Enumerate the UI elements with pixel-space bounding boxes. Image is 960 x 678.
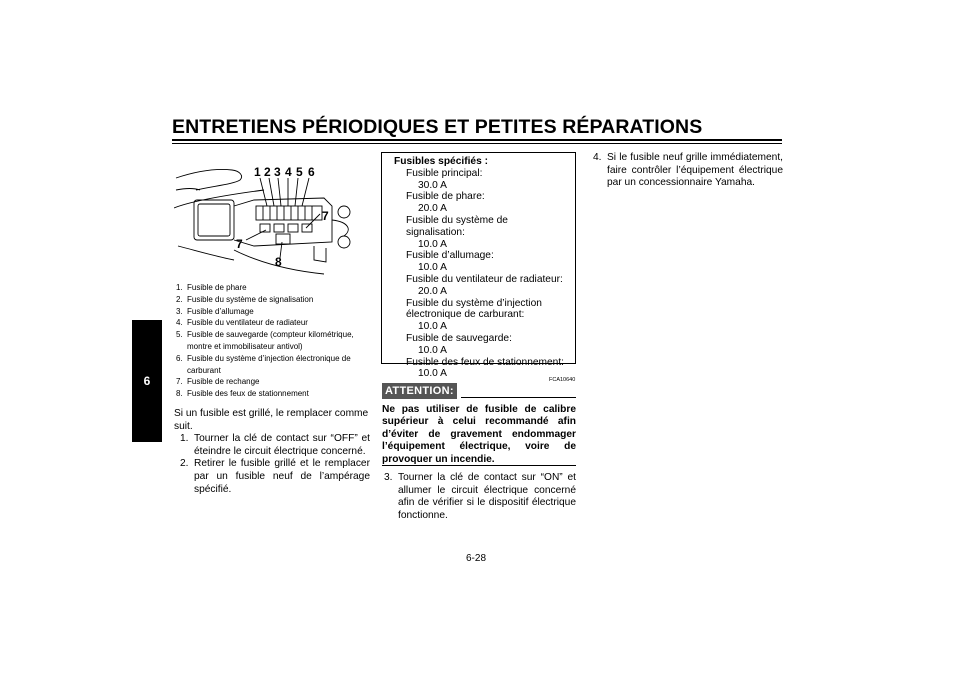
callout-8: 8 xyxy=(275,255,282,269)
legend-item: 6. Fusible du système d’injection électronique de carburant xyxy=(176,353,351,375)
callout-7-left: 7 xyxy=(236,237,243,251)
fuse-box-diagram xyxy=(174,150,364,280)
spec-value: 20.0 A xyxy=(418,203,447,215)
step-3-block xyxy=(384,472,576,522)
spec-value: 30.0 A xyxy=(418,179,447,191)
legend-item: 3. Fusible d’allumage xyxy=(176,306,254,316)
spec-value: 10.0 A xyxy=(418,262,447,274)
attention-underline xyxy=(382,465,576,466)
steps-left xyxy=(180,433,370,496)
legend-item: 8. Fusible des feux de stationnement xyxy=(176,389,309,399)
intro-text: Si un fusible est grillé, le remplacer comme suit. xyxy=(174,408,369,432)
spec-heading: Fusibles spécifiés : xyxy=(394,156,488,167)
step-item: 1. Tourner la clé de contact sur “OFF” et éteindre le circuit électrique concerné. xyxy=(180,433,370,457)
spec-value: 10.0 A xyxy=(418,238,447,250)
intro-block xyxy=(174,408,370,496)
legend-item: 7. Fusible de rechange xyxy=(176,377,260,387)
legend-item: 2. Fusible du système de signalisation xyxy=(176,294,314,304)
spec-label: Fusible de sauvegarde: xyxy=(406,332,512,344)
callout-7-right: 7 xyxy=(322,209,329,223)
legend-item: 5. Fusible de sauvegarde (compteur kilométrique, montre et immobilisateur antivol) xyxy=(176,330,354,351)
callout-6: 6 xyxy=(308,165,315,179)
callout-3: 3 xyxy=(274,165,281,179)
spec-value: 20.0 A xyxy=(418,285,447,297)
step-item: 4. Si le fusible neuf grille immédiatement, faire contrôler l’équipement électrique par un concessionnaire Yamaha. xyxy=(593,152,783,189)
title-rule xyxy=(172,139,782,141)
diagram-legend xyxy=(176,282,376,400)
attention-label: ATTENTION: xyxy=(382,383,457,399)
spec-label: Fusible du système d’injection électronique de carburant: xyxy=(406,297,542,321)
spec-label: Fusible des feux de stationnement: xyxy=(406,356,565,368)
legend-item: 4. Fusible du ventilateur de radiateur xyxy=(176,318,308,328)
legend-item: 1. Fusible de phare xyxy=(176,283,247,292)
page-number: 6-28 xyxy=(466,553,487,564)
spec-label: Fusible de phare: xyxy=(406,191,485,203)
callout-4: 4 xyxy=(285,165,292,179)
attention-rule xyxy=(461,397,576,398)
spec-label: Fusible d’allumage: xyxy=(406,250,494,262)
spec-value: 10.0 A xyxy=(418,344,447,356)
spec-value: 10.0 A xyxy=(418,368,447,380)
callout-5: 5 xyxy=(296,165,303,179)
step-4-block xyxy=(593,152,783,190)
chapter-tab xyxy=(132,320,162,442)
step-item: 2. Retirer le fusible grillé et le remplacer par un fusible neuf de l’ampérage spécifié. xyxy=(180,458,370,495)
chapter-number: 6 xyxy=(143,374,151,388)
spec-value: 10.0 A xyxy=(418,321,447,333)
step-item: 3. Tourner la clé de contact sur “ON” et allumer le circuit électrique concerné afin de vérifier si le dispositif électrique fonctionne. xyxy=(384,472,576,521)
spec-label: Fusible du système de signalisation: xyxy=(406,214,508,238)
attention-text: Ne pas utiliser de fusible de calibre supérieur à celui recommandé afin d’éviter de gravement endommager l’équipement électrique, voire de provoquer un incendie. xyxy=(382,404,576,465)
spec-label: Fusible principal: xyxy=(406,167,483,179)
spec-label: Fusible du ventilateur de radiateur: xyxy=(406,273,563,285)
page-title: ENTRETIENS PÉRIODIQUES ET PETITES RÉPARATIONS xyxy=(172,116,703,138)
callout-2: 2 xyxy=(264,165,271,179)
callout-1: 1 xyxy=(254,165,261,179)
title-rule-thin xyxy=(172,143,782,144)
caution-code: FCA10640 xyxy=(549,377,576,383)
